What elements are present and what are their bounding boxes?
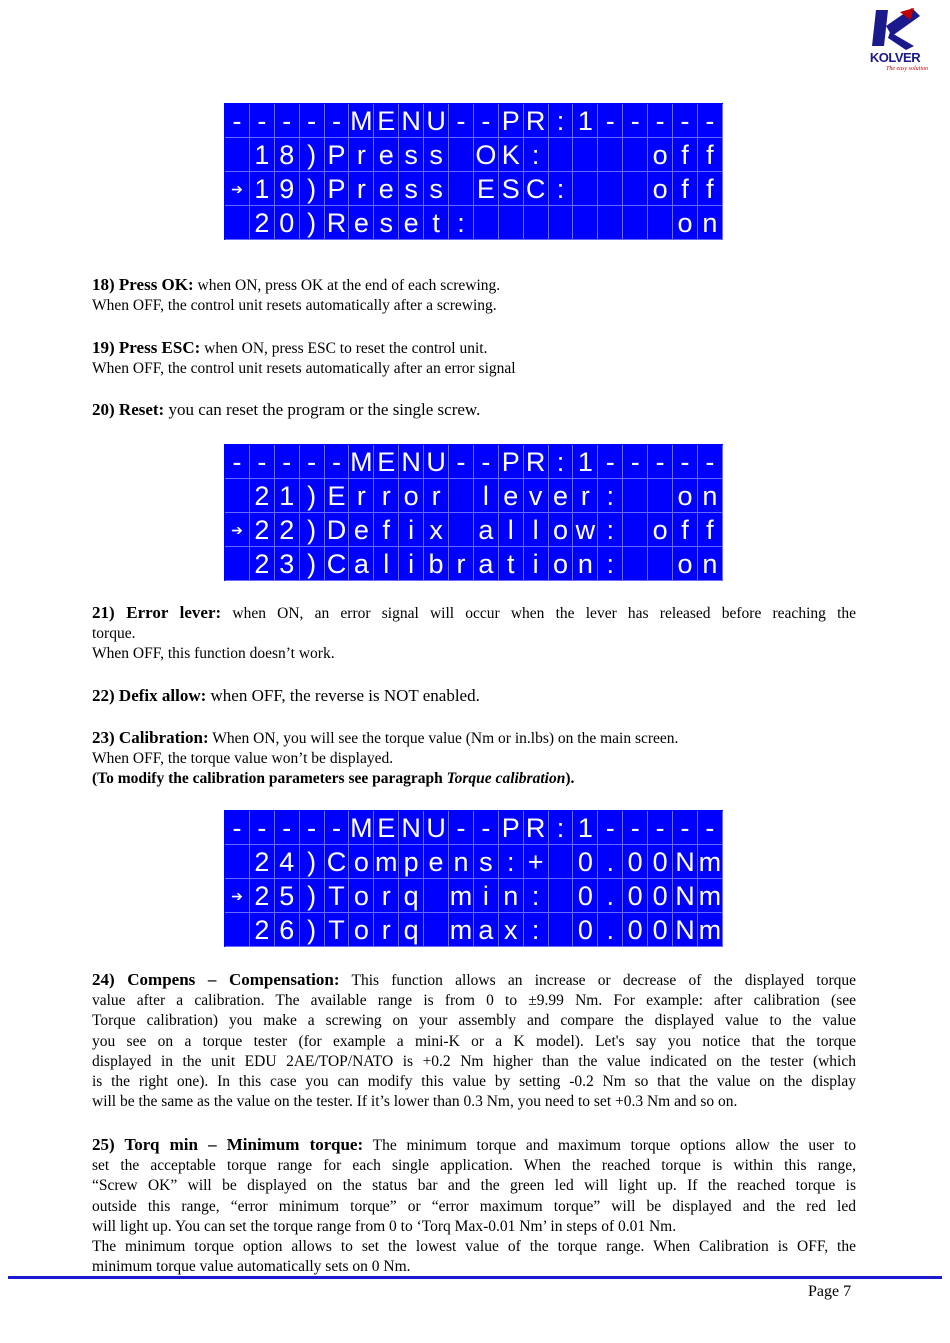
lcd-row — [225, 104, 723, 138]
lcd-char: x — [424, 513, 449, 547]
lcd-char — [598, 206, 623, 240]
lcd-char: - — [623, 104, 648, 138]
lcd-char: M — [350, 106, 373, 136]
lcd-row — [225, 445, 723, 479]
lcd-char: e — [499, 479, 524, 513]
lcd-char: 0 — [573, 879, 598, 913]
lcd-char: 1 — [250, 172, 275, 206]
lcd-char: N — [673, 879, 698, 913]
lcd-char: i — [399, 547, 424, 581]
lcd-char: q — [399, 913, 424, 947]
lcd-char: C — [325, 845, 350, 879]
lcd-char: r — [573, 479, 598, 513]
lcd-char: o — [549, 513, 574, 547]
lcd-char: l — [499, 513, 524, 547]
lcd-char: P — [499, 445, 524, 479]
lcd-char: C — [325, 547, 350, 581]
logo-tagline: The easy solution — [886, 66, 928, 72]
lcd-char: f — [673, 138, 698, 172]
lcd-char: n — [499, 879, 524, 913]
lcd-char: 0 — [623, 913, 648, 947]
section-20: 20) Reset: you can reset the program or the single screw. — [92, 400, 481, 419]
lcd-char: : — [549, 445, 574, 479]
lcd-char: s — [374, 206, 399, 240]
lcd-char — [225, 138, 250, 172]
lcd-char — [573, 138, 598, 172]
lcd-char: b — [424, 547, 449, 581]
lcd-row — [225, 206, 723, 240]
lcd-char: 8 — [275, 138, 300, 172]
lcd-char: 0 — [573, 913, 598, 947]
lcd-char: m — [698, 915, 722, 945]
lcd-char: 2 — [250, 479, 275, 513]
lcd-menu-panel-1 — [224, 103, 723, 240]
lcd-char: m — [375, 847, 398, 877]
lcd-char: 2 — [250, 547, 275, 581]
lcd-char: - — [449, 811, 474, 845]
lcd-char — [623, 138, 648, 172]
lcd-char — [225, 479, 250, 513]
lcd-row — [225, 879, 723, 913]
lcd-char: U — [424, 104, 449, 138]
lcd-char — [648, 547, 673, 581]
lcd-char: S — [499, 172, 524, 206]
lcd-char: f — [698, 172, 723, 206]
lcd-char: - — [275, 811, 300, 845]
lcd-row — [225, 547, 723, 581]
lcd-char: q — [399, 879, 424, 913]
lcd-char: - — [250, 104, 275, 138]
lcd-char: - — [275, 104, 300, 138]
lcd-char: x — [499, 913, 524, 947]
lcd-char — [449, 172, 474, 206]
lcd-char: R — [524, 104, 549, 138]
lcd-char: 2 — [275, 513, 300, 547]
lcd-char: a — [349, 547, 374, 581]
section-heading: 21) Error lever: — [92, 603, 222, 622]
lcd-char: t — [499, 547, 524, 581]
lcd-char — [648, 206, 673, 240]
lcd-char: P — [499, 811, 524, 845]
lcd-char: m — [449, 915, 473, 945]
lcd-char: T — [325, 879, 350, 913]
lcd-char: f — [673, 172, 698, 206]
lcd-char: O — [474, 138, 499, 172]
lcd-char: - — [250, 811, 275, 845]
lcd-char: ) — [300, 206, 325, 240]
lcd-char — [623, 206, 648, 240]
lcd-char — [524, 206, 549, 240]
lcd-char: : — [524, 879, 549, 913]
section-21: 21) Error lever: when ON, an error signal will occur when the lever has released before reaching the torque. When OFF, this function doesn’t work. — [92, 603, 856, 663]
lcd-char: 2 — [250, 845, 275, 879]
lcd-char: : — [524, 913, 549, 947]
lcd-char: r — [374, 913, 399, 947]
lcd-char: - — [623, 445, 648, 479]
section-23: 23) Calibration: When ON, you will see the torque value (Nm or in.lbs) on the main screen. When OFF, the torque value won’t be displayed. (To modify the calibration parameters see paragraph Torque calibration). — [92, 728, 856, 790]
lcd-char: i — [399, 513, 424, 547]
lcd-char: a — [474, 913, 499, 947]
lcd-char — [225, 206, 250, 240]
lcd-char — [549, 879, 574, 913]
section-heading: 24) Compens – Compensation: — [92, 970, 340, 989]
section-heading: 25) Torq min – Minimum torque: — [92, 1135, 364, 1154]
lcd-char: 3 — [275, 547, 300, 581]
lcd-char: P — [499, 104, 524, 138]
lcd-char: - — [698, 445, 723, 479]
lcd-char: ) — [300, 845, 325, 879]
lcd-char: 1 — [250, 138, 275, 172]
lcd-char: 1 — [275, 479, 300, 513]
lcd-char: e — [374, 138, 399, 172]
lcd-char: - — [623, 811, 648, 845]
lcd-char: i — [474, 879, 499, 913]
lcd-char — [623, 479, 648, 513]
lcd-char — [424, 879, 449, 913]
cursor-arrow-icon: ➔ — [225, 879, 250, 913]
lcd-char: 5 — [275, 879, 300, 913]
lcd-char: - — [648, 811, 673, 845]
lcd-char: - — [250, 445, 275, 479]
lcd-row — [225, 811, 723, 845]
lcd-char: ) — [300, 513, 325, 547]
lcd-char — [549, 845, 574, 879]
lcd-menu-panel-3 — [224, 810, 723, 947]
lcd-char — [623, 172, 648, 206]
lcd-char: f — [698, 138, 723, 172]
lcd-char: - — [300, 811, 325, 845]
lcd-char: 2 — [250, 513, 275, 547]
lcd-char: r — [424, 479, 449, 513]
lcd-row — [225, 845, 723, 879]
lcd-char: l — [524, 513, 549, 547]
lcd-char: e — [374, 172, 399, 206]
lcd-char: . — [598, 845, 623, 879]
lcd-char: s — [474, 845, 499, 879]
lcd-row — [225, 479, 723, 513]
lcd-char: o — [399, 479, 424, 513]
lcd-char: - — [673, 445, 698, 479]
lcd-char: e — [399, 206, 424, 240]
lcd-char: E — [474, 172, 499, 206]
lcd-char: - — [300, 104, 325, 138]
lcd-char: - — [325, 445, 350, 479]
lcd-char — [499, 206, 524, 240]
lcd-char: o — [349, 879, 374, 913]
lcd-char: E — [374, 445, 399, 479]
section-heading: 19) Press ESC: — [92, 338, 201, 357]
logo-wordmark: KOLVER — [869, 50, 921, 65]
lcd-char: - — [449, 104, 474, 138]
lcd-char: 0 — [623, 879, 648, 913]
lcd-char — [623, 547, 648, 581]
lcd-char: N — [673, 845, 698, 879]
lcd-char — [449, 138, 474, 172]
section-22: 22) Defix allow: when OFF, the reverse is NOT enabled. — [92, 686, 480, 705]
lcd-char: e — [549, 479, 574, 513]
lcd-char: : — [549, 172, 574, 206]
lcd-char: - — [598, 445, 623, 479]
lcd-char: - — [673, 104, 698, 138]
lcd-row — [225, 913, 723, 947]
lcd-char: r — [374, 479, 399, 513]
lcd-char: N — [399, 811, 424, 845]
lcd-char: - — [698, 811, 723, 845]
lcd-char: T — [325, 913, 350, 947]
lcd-char: - — [275, 445, 300, 479]
lcd-char: 0 — [275, 206, 300, 240]
lcd-char: : — [549, 811, 574, 845]
lcd-char: o — [648, 138, 673, 172]
lcd-char: 1 — [573, 445, 598, 479]
lcd-menu-panel-2 — [224, 444, 723, 581]
lcd-char: N — [673, 913, 698, 947]
lcd-char: : — [499, 845, 524, 879]
section-19: 19) Press ESC: when ON, press ESC to reset the control unit. When OFF, the control unit resets automatically after an error signal — [92, 338, 516, 378]
lcd-char — [225, 913, 250, 947]
page-number: Page 7 — [808, 1283, 852, 1300]
lcd-char: . — [598, 879, 623, 913]
lcd-char: - — [225, 811, 250, 845]
lcd-char: s — [399, 138, 424, 172]
lcd-char: n — [449, 845, 474, 879]
lcd-char: 2 — [250, 206, 275, 240]
lcd-char — [648, 479, 673, 513]
lcd-char — [449, 513, 474, 547]
lcd-char: R — [524, 811, 549, 845]
lcd-char: - — [673, 811, 698, 845]
lcd-char: - — [325, 104, 350, 138]
lcd-char: a — [474, 513, 499, 547]
lcd-char: r — [349, 479, 374, 513]
lcd-char: p — [399, 845, 424, 879]
footer-rule — [8, 1276, 942, 1279]
section-25: 25) Torq min – Minimum torque: The minimum torque and maximum torque options allow the user to set the acceptable torque range for each single application. When the reached torque is within this range, “Screw OK” will be displayed on the status bar and the green led will light up. If the reached torque is outside this range, “error minimum torque” or “error maximum torque” will be displayed and the red led will light up. You can set the torque range from 0 to ‘Torq Max-0.01 Nm’ in steps of 0.01 Nm. The minimum torque option allows to set the lowest value of the torque range. When Calibration is OFF, the minimum torque value automatically sets on 0 Nm. — [92, 1135, 856, 1276]
lcd-char: ) — [300, 879, 325, 913]
lcd-char — [623, 513, 648, 547]
lcd-char: 4 — [275, 845, 300, 879]
lcd-char: - — [225, 104, 250, 138]
lcd-char: r — [449, 547, 474, 581]
lcd-char — [573, 206, 598, 240]
lcd-char: f — [374, 513, 399, 547]
lcd-char: P — [325, 138, 350, 172]
lcd-char: s — [424, 172, 449, 206]
lcd-char: - — [474, 445, 499, 479]
lcd-char: R — [524, 445, 549, 479]
lcd-char — [549, 138, 574, 172]
lcd-char: a — [474, 547, 499, 581]
lcd-char: o — [673, 479, 698, 513]
lcd-char: m — [698, 881, 722, 911]
lcd-char: . — [598, 913, 623, 947]
lcd-char: t — [424, 206, 449, 240]
lcd-char: : — [598, 547, 623, 581]
lcd-char — [549, 913, 574, 947]
section-heading: 20) Reset: — [92, 400, 165, 419]
lcd-char: D — [325, 513, 350, 547]
lcd-char: N — [399, 445, 424, 479]
lcd-char: - — [474, 811, 499, 845]
lcd-char: E — [325, 479, 350, 513]
lcd-char: f — [673, 513, 698, 547]
lcd-char: n — [573, 547, 598, 581]
lcd-row — [225, 138, 723, 172]
lcd-char: ) — [300, 172, 325, 206]
lcd-char: e — [424, 845, 449, 879]
lcd-char: E — [374, 811, 399, 845]
lcd-char: : — [549, 104, 574, 138]
lcd-char: o — [648, 513, 673, 547]
lcd-char: M — [350, 447, 373, 477]
lcd-char: 0 — [648, 913, 673, 947]
lcd-char: r — [349, 172, 374, 206]
section-18: 18) Press OK: when ON, press OK at the end of each screwing. When OFF, the control unit resets automatically after a screwing. — [92, 275, 501, 315]
lcd-char — [598, 172, 623, 206]
lcd-char: s — [399, 172, 424, 206]
lcd-char: ) — [300, 138, 325, 172]
section-heading: 18) Press OK: — [92, 275, 194, 294]
lcd-char: v — [524, 479, 549, 513]
lcd-char: 9 — [275, 172, 300, 206]
lcd-char: o — [549, 547, 574, 581]
lcd-char: 6 — [275, 913, 300, 947]
lcd-char: : — [598, 513, 623, 547]
lcd-char: r — [374, 879, 399, 913]
lcd-char: U — [424, 811, 449, 845]
lcd-char — [598, 138, 623, 172]
lcd-char: E — [374, 104, 399, 138]
lcd-char: r — [349, 138, 374, 172]
lcd-char: e — [349, 206, 374, 240]
cursor-arrow-icon: ➔ — [225, 513, 250, 547]
lcd-char: N — [399, 104, 424, 138]
section-heading: 22) Defix allow: — [92, 686, 207, 705]
lcd-row — [225, 513, 723, 547]
lcd-char: 2 — [250, 879, 275, 913]
lcd-char: ) — [300, 913, 325, 947]
lcd-char: - — [225, 445, 250, 479]
lcd-char: - — [598, 104, 623, 138]
lcd-char: m — [698, 847, 722, 877]
lcd-char: K — [499, 138, 524, 172]
lcd-char: 1 — [573, 811, 598, 845]
lcd-char: 0 — [648, 879, 673, 913]
cursor-arrow-icon: ➔ — [225, 172, 250, 206]
lcd-char: M — [350, 813, 373, 843]
lcd-char: : — [524, 138, 549, 172]
lcd-char — [573, 172, 598, 206]
lcd-char: ) — [300, 479, 325, 513]
lcd-char: o — [349, 913, 374, 947]
lcd-char: - — [300, 445, 325, 479]
lcd-char: i — [524, 547, 549, 581]
lcd-char: - — [325, 811, 350, 845]
lcd-char: U — [424, 445, 449, 479]
lcd-char: s — [424, 138, 449, 172]
section-heading: 23) Calibration: — [92, 728, 209, 747]
lcd-char: n — [698, 547, 723, 581]
lcd-char: o — [349, 845, 374, 879]
lcd-char: n — [698, 479, 723, 513]
lcd-char: - — [698, 104, 723, 138]
lcd-char: C — [524, 172, 549, 206]
lcd-char: o — [673, 547, 698, 581]
lcd-char: o — [648, 172, 673, 206]
lcd-char: 2 — [250, 913, 275, 947]
lcd-char — [424, 913, 449, 947]
lcd-char: : — [449, 206, 474, 240]
lcd-char: - — [648, 104, 673, 138]
lcd-char: 0 — [648, 845, 673, 879]
lcd-char — [549, 206, 574, 240]
lcd-char: 0 — [573, 845, 598, 879]
lcd-char: o — [673, 206, 698, 240]
calibration-note: (To modify the calibration parameters see paragraph Torque calibration). — [92, 770, 575, 788]
lcd-char: ) — [300, 547, 325, 581]
lcd-char: w — [573, 513, 598, 547]
lcd-char: R — [325, 206, 350, 240]
lcd-char — [449, 479, 474, 513]
lcd-char: - — [648, 445, 673, 479]
lcd-char: l — [374, 547, 399, 581]
lcd-char — [225, 845, 250, 879]
section-24: 24) Compens – Compensation: This function allows an increase or decrease of the displayed torque value after a calibration. The available range is from 0 to ±9.99 Nm. For example: after calibration (see Torque calibration) you make a screwing on your assembly and compare the displayed value to the value you see on a torque tester (for example a mini-K or a K model). Let's say you notice that the torque displayed in the unit EDU 2AE/TOP/NATO is +0.2 Nm higher than the value indicated on the tester (which is the right one). In this case you can modify this value by setting -0.2 Nm so that the value on the display will be the same as the value on the tester. If it’s lower than 0.3 Nm, you need to set +0.3 Nm and so on. — [92, 970, 856, 1111]
lcd-char: m — [449, 881, 473, 911]
lcd-char: 1 — [573, 104, 598, 138]
lcd-char: l — [474, 479, 499, 513]
lcd-char: : — [598, 479, 623, 513]
lcd-char: P — [325, 172, 350, 206]
lcd-char: - — [598, 811, 623, 845]
lcd-char — [474, 206, 499, 240]
lcd-char: - — [474, 104, 499, 138]
lcd-char: n — [698, 206, 723, 240]
lcd-char: + — [524, 845, 549, 879]
lcd-char: e — [349, 513, 374, 547]
lcd-char: 0 — [623, 845, 648, 879]
lcd-char — [225, 547, 250, 581]
lcd-char: - — [449, 445, 474, 479]
lcd-row — [225, 172, 723, 206]
lcd-char: f — [698, 513, 723, 547]
